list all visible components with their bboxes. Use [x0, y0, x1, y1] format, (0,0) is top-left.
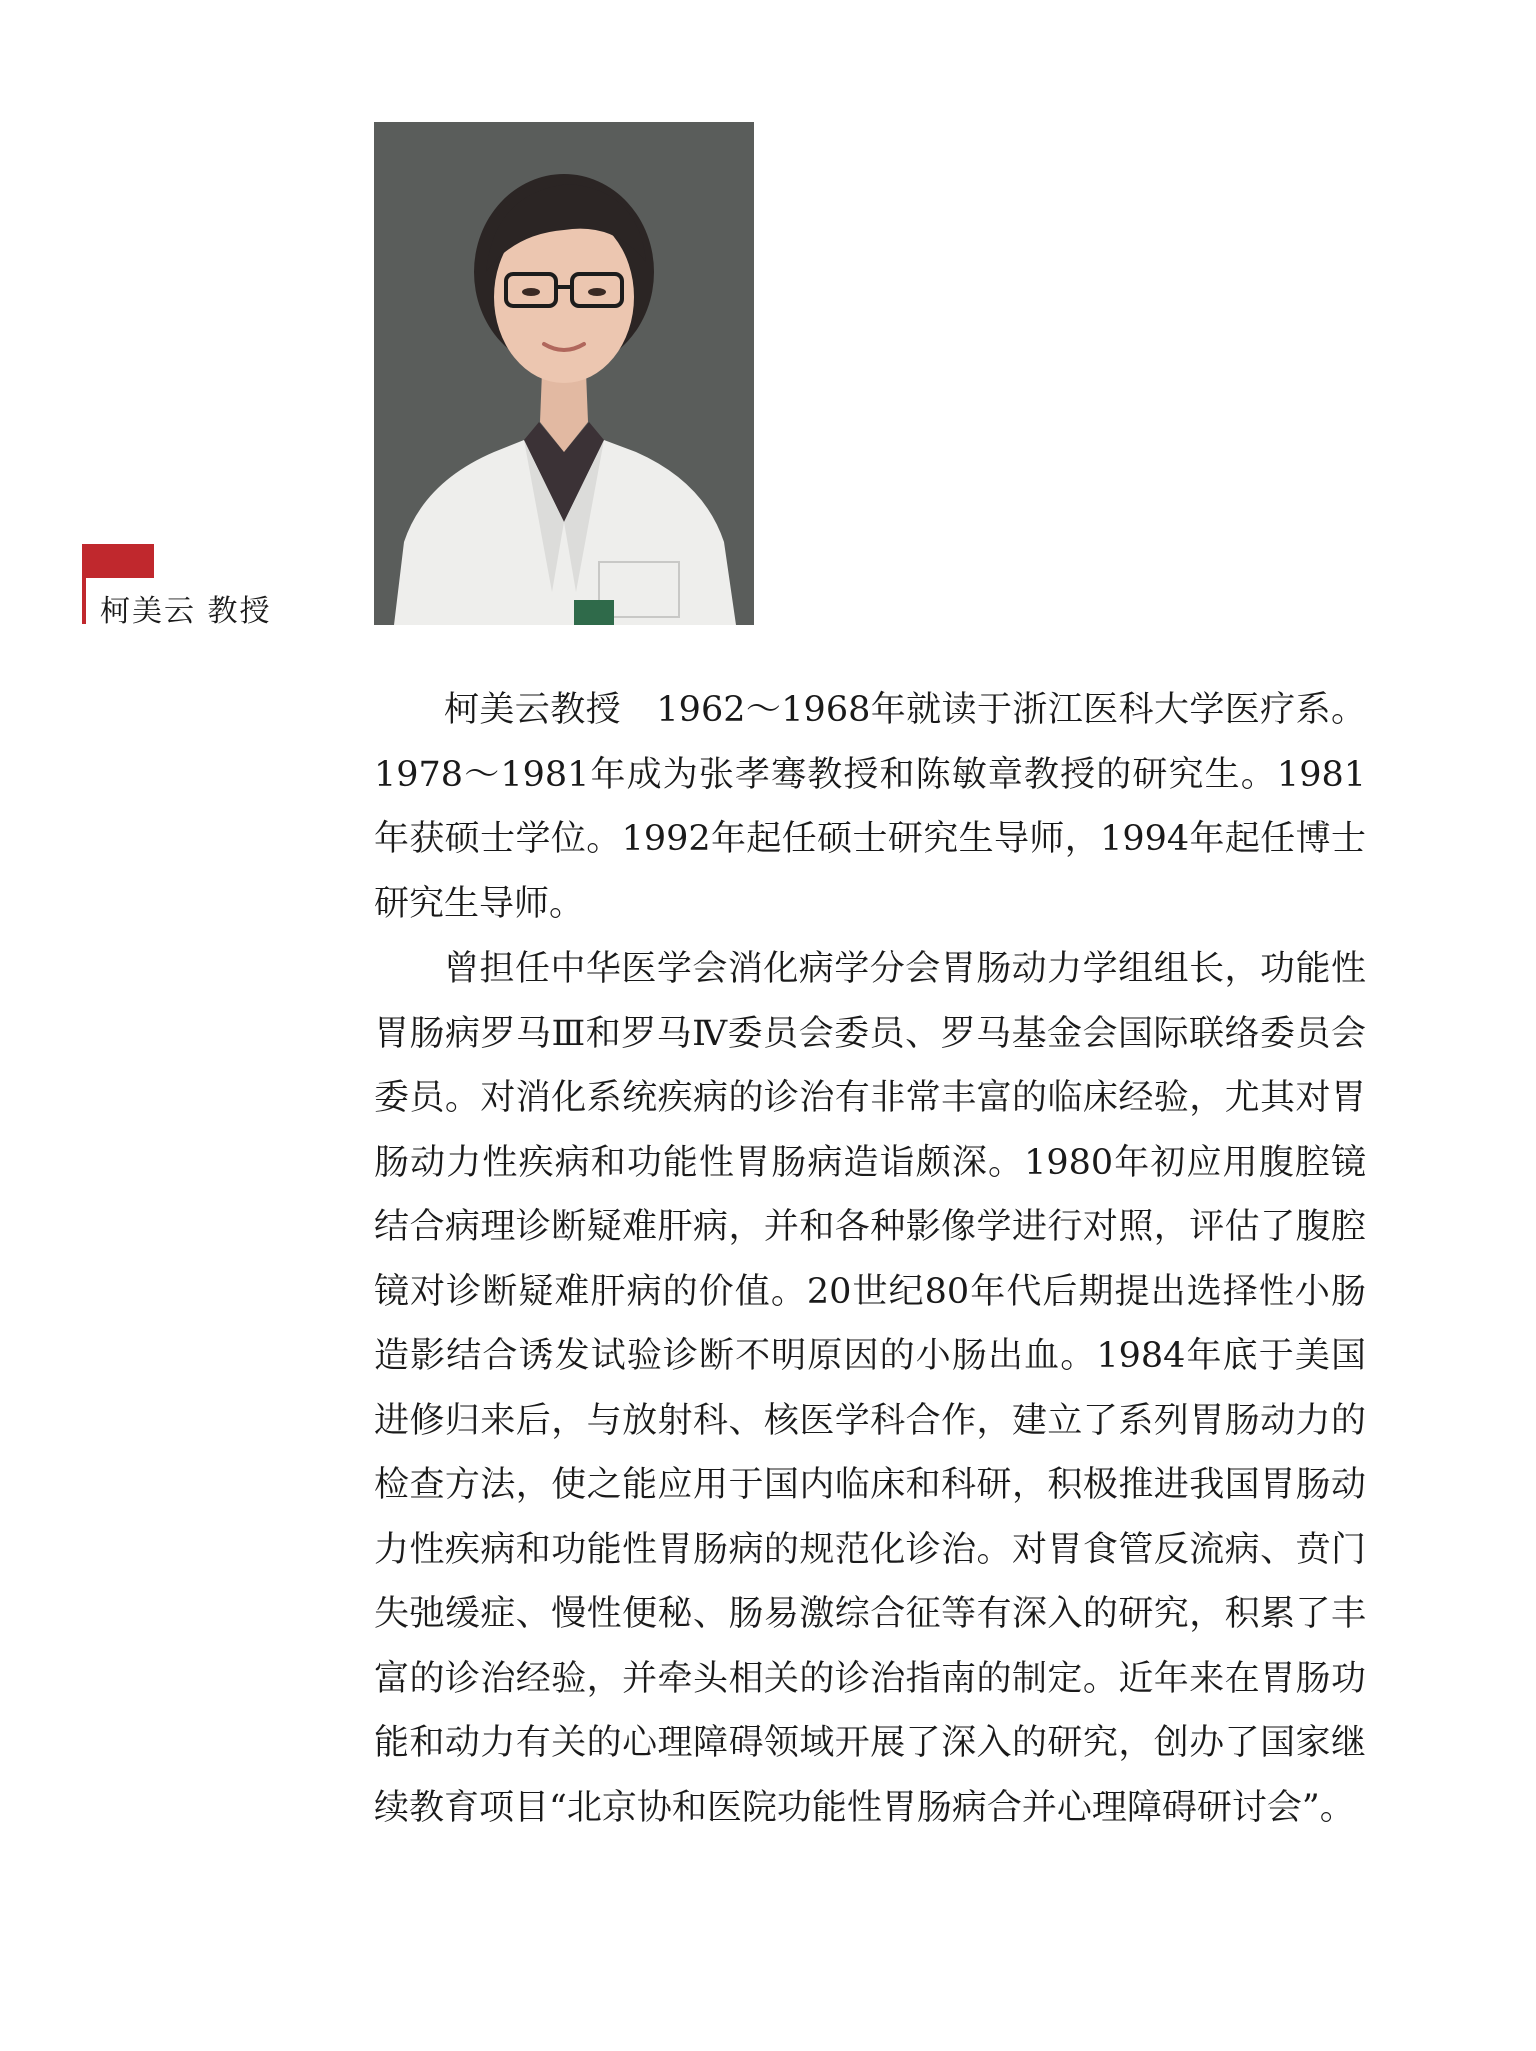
bio-paragraph-education: 柯美云教授 1962～1968年就读于浙江医科大学医疗系。1978～1981年成为张孝骞教授和陈敏章教授的研究生。1981年获硕士学位。1992年起任硕士研究生导师，1994年起任博士研究生导师。: [374, 690, 1366, 924]
portrait-photo: [374, 122, 754, 625]
name-tab-accent: [82, 544, 154, 578]
professor-name-label: 柯美云 教授: [100, 594, 272, 629]
name-rule-accent: [82, 544, 86, 624]
bio-paragraph-career: 曾担任中华医学会消化病学分会胃肠动力学组组长，功能性胃肠病罗马Ⅲ和罗马Ⅳ委员会委员、罗马基金会国际联络委员会委员。对消化系统疾病的诊治有非常丰富的临床经验，尤其对胃肠动力性疾病和功能性胃肠病造诣颇深。1980年初应用腹腔镜结合病理诊断疑难肝病，并和各种影像学进行对照，评估了腹腔镜对诊断疑难肝病的价值。20世纪80年代后期提出选择性小肠造影结合诱发试验诊断不明原因的小肠出血。1984年底于美国进修归来后，与放射科、核医学科合作，建立了系列胃肠动力的检查方法，使之能应用于国内临床和科研，积极推进我国胃肠动力性疾病和功能性胃肠病的规范化诊治。对胃食管反流病、贲门失弛缓症、慢性便秘、肠易激综合征等有深入的研究，积累了丰富的诊治经验，并牵头相关的诊治指南的制定。近年来在胃肠功能和动力有关的心理障碍领域开展了深入的研究，创办了国家继续教育项目“北京协和医院功能性胃肠病合并心理障碍研讨会”。: [374, 949, 1366, 1828]
portrait-illustration: [374, 122, 754, 625]
biography-text: [374, 678, 1366, 1841]
